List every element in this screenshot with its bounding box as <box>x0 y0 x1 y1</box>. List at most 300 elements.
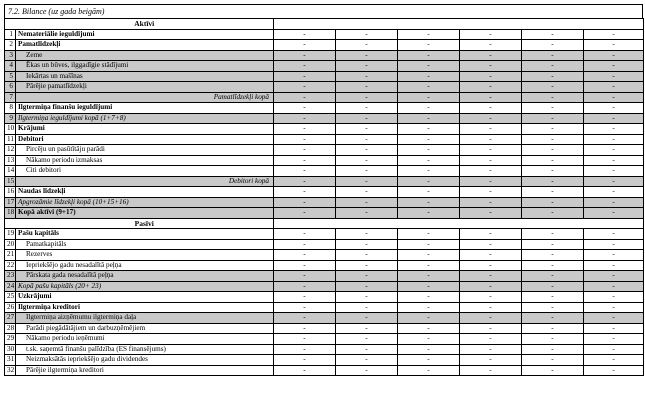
value-cell[interactable]: - <box>584 61 644 72</box>
row-number: 13 <box>5 155 16 166</box>
value-cell[interactable]: - <box>336 145 398 156</box>
row-label: Ēkas un būves, ilggadīgie stādījumi <box>16 61 274 72</box>
row-number: 21 <box>5 250 16 261</box>
value-cell[interactable]: - <box>274 82 336 93</box>
value-cell[interactable]: - <box>274 355 336 366</box>
value-cell[interactable]: - <box>584 124 644 135</box>
value-cell[interactable]: - <box>584 355 644 366</box>
row-label: Kopā aktīvi (9+17) <box>16 208 274 219</box>
value-cell[interactable]: - <box>460 271 522 282</box>
value-cell[interactable]: - <box>398 344 460 355</box>
value-cell[interactable]: - <box>460 281 522 292</box>
value-cell[interactable]: - <box>336 302 398 313</box>
table-row <box>5 260 644 271</box>
sheet-title: 7.2. Bilance (uz gada beigām) <box>4 4 643 18</box>
value-cell[interactable]: - <box>584 250 644 261</box>
row-label: Citi debitori <box>16 166 274 177</box>
value-cell[interactable]: - <box>522 103 584 114</box>
value-cell[interactable]: - <box>584 103 644 114</box>
value-cell[interactable]: - <box>584 323 644 334</box>
value-cell[interactable]: - <box>522 71 584 82</box>
value-cell[interactable]: - <box>584 281 644 292</box>
value-cell[interactable]: - <box>460 124 522 135</box>
table-row <box>5 365 644 376</box>
value-cell[interactable]: - <box>522 61 584 72</box>
value-cell[interactable]: - <box>398 260 460 271</box>
section-blank <box>274 218 644 229</box>
row-number: 24 <box>5 281 16 292</box>
value-cell[interactable]: - <box>274 281 336 292</box>
value-cell[interactable]: - <box>584 134 644 145</box>
row-label: Apgrozāmie līdzekļi kopā (10+15+16) <box>16 197 274 208</box>
row-number: 15 <box>5 176 16 187</box>
value-cell[interactable]: - <box>336 250 398 261</box>
value-cell[interactable]: - <box>584 229 644 240</box>
value-cell[interactable]: - <box>460 208 522 219</box>
value-cell[interactable]: - <box>584 155 644 166</box>
value-cell[interactable]: - <box>522 134 584 145</box>
value-cell[interactable]: - <box>398 281 460 292</box>
row-number: 26 <box>5 302 16 313</box>
value-cell[interactable]: - <box>398 313 460 324</box>
table-row <box>5 334 644 345</box>
value-cell[interactable]: - <box>460 334 522 345</box>
value-cell[interactable]: - <box>274 155 336 166</box>
value-cell[interactable]: - <box>398 134 460 145</box>
value-cell[interactable]: - <box>460 155 522 166</box>
row-label: Ilgtermiņa aizņēmumu ilgtermiņa daļa <box>16 313 274 324</box>
value-cell[interactable]: - <box>460 187 522 198</box>
value-cell[interactable]: - <box>336 281 398 292</box>
row-label: Rezerves <box>16 250 274 261</box>
row-label: Krājumi <box>16 124 274 135</box>
value-cell[interactable]: - <box>522 113 584 124</box>
value-cell[interactable]: - <box>522 281 584 292</box>
row-number: 4 <box>5 61 16 72</box>
table-row <box>5 71 644 82</box>
row-number: 29 <box>5 334 16 345</box>
row-number: 2 <box>5 40 16 51</box>
value-cell[interactable]: - <box>274 187 336 198</box>
value-cell[interactable]: - <box>584 29 644 40</box>
value-cell[interactable]: - <box>274 229 336 240</box>
row-label: Pārskata gada nesadalītā peļņa <box>16 271 274 282</box>
row-label: Pircēju un pasūtītāju parādi <box>16 145 274 156</box>
row-label: Pamatlīdzekļi <box>16 40 274 51</box>
value-cell[interactable]: - <box>460 82 522 93</box>
table-row <box>5 40 644 51</box>
value-cell[interactable]: - <box>398 124 460 135</box>
row-label: Kopā pašu kapitāls (20+ 23) <box>16 281 274 292</box>
value-cell[interactable]: - <box>274 40 336 51</box>
value-cell[interactable]: - <box>398 92 460 103</box>
value-cell[interactable]: - <box>584 302 644 313</box>
value-cell[interactable]: - <box>336 187 398 198</box>
row-number: 25 <box>5 292 16 303</box>
value-cell[interactable]: - <box>460 134 522 145</box>
value-cell[interactable]: - <box>460 239 522 250</box>
table-row <box>5 50 644 61</box>
table-row <box>5 250 644 261</box>
value-cell[interactable]: - <box>460 145 522 156</box>
row-label: Parādi piegādātājiem un darbuzņēmējiem <box>16 323 274 334</box>
table-row <box>5 113 644 124</box>
value-cell[interactable]: - <box>336 355 398 366</box>
value-cell[interactable]: - <box>398 239 460 250</box>
value-cell[interactable]: - <box>522 187 584 198</box>
value-cell[interactable]: - <box>522 208 584 219</box>
value-cell[interactable]: - <box>398 302 460 313</box>
value-cell[interactable]: - <box>522 292 584 303</box>
value-cell[interactable]: - <box>398 365 460 376</box>
value-cell[interactable]: - <box>460 29 522 40</box>
value-cell[interactable]: - <box>522 82 584 93</box>
value-cell[interactable]: - <box>398 208 460 219</box>
value-cell[interactable]: - <box>584 40 644 51</box>
value-cell[interactable]: - <box>274 103 336 114</box>
value-cell[interactable]: - <box>522 250 584 261</box>
value-cell[interactable]: - <box>522 334 584 345</box>
row-label: Pārējie ilgtermiņa kreditori <box>16 365 274 376</box>
value-cell[interactable]: - <box>274 124 336 135</box>
value-cell[interactable]: - <box>336 271 398 282</box>
value-cell[interactable]: - <box>522 323 584 334</box>
table-body <box>5 19 644 376</box>
value-cell[interactable]: - <box>522 239 584 250</box>
value-cell[interactable]: - <box>584 260 644 271</box>
row-label: Iekārtas un mašīnas <box>16 71 274 82</box>
value-cell[interactable]: - <box>336 208 398 219</box>
value-cell[interactable]: - <box>460 176 522 187</box>
table-row <box>5 166 644 177</box>
value-cell[interactable]: - <box>274 113 336 124</box>
value-cell[interactable]: - <box>398 145 460 156</box>
value-cell[interactable]: - <box>584 313 644 324</box>
row-label: Debitori <box>16 134 274 145</box>
value-cell[interactable]: - <box>460 250 522 261</box>
value-cell[interactable]: - <box>274 166 336 177</box>
value-cell[interactable]: - <box>274 176 336 187</box>
value-cell[interactable]: - <box>336 29 398 40</box>
value-cell[interactable]: - <box>398 271 460 282</box>
section-blank <box>274 19 644 30</box>
table-row <box>5 344 644 355</box>
row-number: 6 <box>5 82 16 93</box>
value-cell[interactable]: - <box>398 50 460 61</box>
value-cell[interactable]: - <box>522 40 584 51</box>
value-cell[interactable]: - <box>460 229 522 240</box>
balance-sheet <box>4 4 643 376</box>
row-label: Pamatkapitāls <box>16 239 274 250</box>
value-cell[interactable]: - <box>274 313 336 324</box>
row-number: 32 <box>5 365 16 376</box>
table-row <box>5 176 644 187</box>
table-row <box>5 197 644 208</box>
value-cell[interactable]: - <box>336 103 398 114</box>
value-cell[interactable]: - <box>336 197 398 208</box>
table-row <box>5 134 644 145</box>
row-number: 31 <box>5 355 16 366</box>
value-cell[interactable]: - <box>460 355 522 366</box>
value-cell[interactable]: - <box>522 271 584 282</box>
value-cell[interactable]: - <box>460 71 522 82</box>
row-number: 10 <box>5 124 16 135</box>
row-number: 5 <box>5 71 16 82</box>
value-cell[interactable]: - <box>336 40 398 51</box>
row-label: Ilgtermiņa finanšu ieguldījumi <box>16 103 274 114</box>
value-cell[interactable]: - <box>336 71 398 82</box>
value-cell[interactable]: - <box>336 166 398 177</box>
value-cell[interactable]: - <box>584 271 644 282</box>
value-cell[interactable]: - <box>336 323 398 334</box>
value-cell[interactable]: - <box>274 271 336 282</box>
value-cell[interactable]: - <box>584 292 644 303</box>
row-number: 1 <box>5 29 16 40</box>
value-cell[interactable]: - <box>398 82 460 93</box>
value-cell[interactable]: - <box>398 229 460 240</box>
value-cell[interactable]: - <box>336 365 398 376</box>
value-cell[interactable]: - <box>274 134 336 145</box>
value-cell[interactable]: - <box>584 365 644 376</box>
table-row <box>5 92 644 103</box>
table-row <box>5 103 644 114</box>
table-row <box>5 187 644 198</box>
value-cell[interactable]: - <box>522 29 584 40</box>
row-number: 20 <box>5 239 16 250</box>
value-cell[interactable]: - <box>398 71 460 82</box>
row-label: Debitori kopā <box>16 176 274 187</box>
value-cell[interactable]: - <box>274 302 336 313</box>
value-cell[interactable]: - <box>584 50 644 61</box>
value-cell[interactable]: - <box>336 260 398 271</box>
value-cell[interactable]: - <box>336 124 398 135</box>
value-cell[interactable]: - <box>336 134 398 145</box>
value-cell[interactable]: - <box>336 82 398 93</box>
section-heading: Aktīvi <box>16 19 274 30</box>
row-number: 23 <box>5 271 16 282</box>
value-cell[interactable]: - <box>274 50 336 61</box>
value-cell[interactable]: - <box>398 103 460 114</box>
row-number: 11 <box>5 134 16 145</box>
value-cell[interactable]: - <box>274 260 336 271</box>
value-cell[interactable]: - <box>522 155 584 166</box>
value-cell[interactable]: - <box>460 313 522 324</box>
table-row <box>5 61 644 72</box>
value-cell[interactable]: - <box>460 323 522 334</box>
value-cell[interactable]: - <box>584 71 644 82</box>
value-cell[interactable]: - <box>274 323 336 334</box>
value-cell[interactable]: - <box>336 92 398 103</box>
table-row <box>5 292 644 303</box>
value-cell[interactable]: - <box>460 365 522 376</box>
table-row <box>5 281 644 292</box>
value-cell[interactable]: - <box>584 176 644 187</box>
value-cell[interactable]: - <box>522 145 584 156</box>
value-cell[interactable]: - <box>460 292 522 303</box>
table-row <box>5 271 644 282</box>
row-number: 28 <box>5 323 16 334</box>
value-cell[interactable]: - <box>398 292 460 303</box>
value-cell[interactable]: - <box>584 187 644 198</box>
value-cell[interactable]: - <box>522 197 584 208</box>
value-cell[interactable]: - <box>584 145 644 156</box>
row-number: 3 <box>5 50 16 61</box>
row-number: 19 <box>5 229 16 240</box>
value-cell[interactable]: - <box>398 29 460 40</box>
value-cell[interactable]: - <box>336 334 398 345</box>
value-cell[interactable]: - <box>522 344 584 355</box>
table-row <box>5 229 644 240</box>
value-cell[interactable]: - <box>274 61 336 72</box>
value-cell[interactable]: - <box>460 113 522 124</box>
value-cell[interactable]: - <box>336 239 398 250</box>
value-cell[interactable]: - <box>522 313 584 324</box>
row-label: Nemateriālie ieguldījumi <box>16 29 274 40</box>
table-row <box>5 302 644 313</box>
value-cell[interactable]: - <box>398 250 460 261</box>
value-cell[interactable]: - <box>336 344 398 355</box>
value-cell[interactable]: - <box>522 260 584 271</box>
value-cell[interactable]: - <box>274 197 336 208</box>
value-cell[interactable]: - <box>522 229 584 240</box>
table-row <box>5 313 644 324</box>
value-cell[interactable]: - <box>522 365 584 376</box>
table-row <box>5 155 644 166</box>
value-cell[interactable]: - <box>336 313 398 324</box>
value-cell[interactable]: - <box>584 208 644 219</box>
value-cell[interactable]: - <box>584 82 644 93</box>
row-number: 14 <box>5 166 16 177</box>
value-cell[interactable]: - <box>398 197 460 208</box>
value-cell[interactable]: - <box>584 197 644 208</box>
value-cell[interactable]: - <box>460 197 522 208</box>
value-cell[interactable]: - <box>522 124 584 135</box>
row-label: Uzkrājumi <box>16 292 274 303</box>
table-row <box>5 355 644 366</box>
value-cell[interactable]: - <box>336 61 398 72</box>
value-cell[interactable]: - <box>398 176 460 187</box>
value-cell[interactable]: - <box>522 302 584 313</box>
row-number: 22 <box>5 260 16 271</box>
row-label: Iepriekšējo gadu nesadalītā peļņa <box>16 260 274 271</box>
value-cell[interactable]: - <box>274 334 336 345</box>
value-cell[interactable]: - <box>274 145 336 156</box>
value-cell[interactable]: - <box>274 208 336 219</box>
value-cell[interactable]: - <box>584 92 644 103</box>
value-cell[interactable]: - <box>398 187 460 198</box>
row-number: 17 <box>5 197 16 208</box>
value-cell[interactable]: - <box>336 176 398 187</box>
table-row <box>5 29 644 40</box>
value-cell[interactable]: - <box>336 113 398 124</box>
row-number: 7 <box>5 92 16 103</box>
row-label: t.sk. saņemtā finanšu palīdzība (ES finansējums) <box>16 344 274 355</box>
section-aktivi <box>5 19 644 30</box>
value-cell[interactable]: - <box>274 292 336 303</box>
row-label: Pārējie pamatlīdzekļi <box>16 82 274 93</box>
value-cell[interactable]: - <box>584 113 644 124</box>
row-number: 16 <box>5 187 16 198</box>
value-cell[interactable]: - <box>398 166 460 177</box>
row-label: Nākamo periodu ieņēmumi <box>16 334 274 345</box>
table-row <box>5 124 644 135</box>
section-spacer <box>5 218 16 229</box>
value-cell[interactable]: - <box>398 113 460 124</box>
value-cell[interactable]: - <box>584 239 644 250</box>
value-cell[interactable]: - <box>274 344 336 355</box>
section-pasivi <box>5 218 644 229</box>
value-cell[interactable]: - <box>398 61 460 72</box>
value-cell[interactable]: - <box>522 50 584 61</box>
value-cell[interactable]: - <box>336 292 398 303</box>
row-number: 30 <box>5 344 16 355</box>
value-cell[interactable]: - <box>584 344 644 355</box>
value-cell[interactable]: - <box>460 166 522 177</box>
value-cell[interactable]: - <box>522 176 584 187</box>
value-cell[interactable]: - <box>460 344 522 355</box>
value-cell[interactable]: - <box>460 40 522 51</box>
value-cell[interactable]: - <box>460 61 522 72</box>
row-number: 18 <box>5 208 16 219</box>
value-cell[interactable]: - <box>522 355 584 366</box>
value-cell[interactable]: - <box>460 260 522 271</box>
row-label: Pamatlīdzekļi kopā <box>16 92 274 103</box>
row-label: Neizmaksātās iepriekšējo gadu dividendes <box>16 355 274 366</box>
balance-table <box>4 18 644 376</box>
value-cell[interactable]: - <box>274 365 336 376</box>
row-label: Nākamo periodu izmaksas <box>16 155 274 166</box>
row-label: Pašu kapitāls <box>16 229 274 240</box>
value-cell[interactable]: - <box>398 334 460 345</box>
row-label: Naudas līdzekļi <box>16 187 274 198</box>
value-cell[interactable]: - <box>398 40 460 51</box>
row-number: 9 <box>5 113 16 124</box>
value-cell[interactable]: - <box>336 50 398 61</box>
row-number: 8 <box>5 103 16 114</box>
value-cell[interactable]: - <box>274 92 336 103</box>
value-cell[interactable]: - <box>522 92 584 103</box>
value-cell[interactable]: - <box>460 92 522 103</box>
table-row <box>5 208 644 219</box>
value-cell[interactable]: - <box>274 71 336 82</box>
section-heading: Pasīvi <box>16 218 274 229</box>
value-cell[interactable]: - <box>398 355 460 366</box>
value-cell[interactable]: - <box>584 334 644 345</box>
table-row <box>5 323 644 334</box>
value-cell[interactable]: - <box>460 50 522 61</box>
value-cell[interactable]: - <box>274 239 336 250</box>
row-number: 27 <box>5 313 16 324</box>
row-label: Ilgtermiņa kreditori <box>16 302 274 313</box>
value-cell[interactable]: - <box>522 166 584 177</box>
value-cell[interactable]: - <box>274 29 336 40</box>
row-label: Ilgtermiņa ieguldījumi kopā (1+7+8) <box>16 113 274 124</box>
table-row <box>5 82 644 93</box>
value-cell[interactable]: - <box>398 155 460 166</box>
value-cell[interactable]: - <box>460 103 522 114</box>
section-spacer <box>5 19 16 30</box>
table-row <box>5 145 644 156</box>
value-cell[interactable]: - <box>460 302 522 313</box>
value-cell[interactable]: - <box>336 229 398 240</box>
row-number: 12 <box>5 145 16 156</box>
value-cell[interactable]: - <box>584 166 644 177</box>
value-cell[interactable]: - <box>274 250 336 261</box>
value-cell[interactable]: - <box>398 323 460 334</box>
value-cell[interactable]: - <box>336 155 398 166</box>
table-row <box>5 239 644 250</box>
row-label: Zeme <box>16 50 274 61</box>
